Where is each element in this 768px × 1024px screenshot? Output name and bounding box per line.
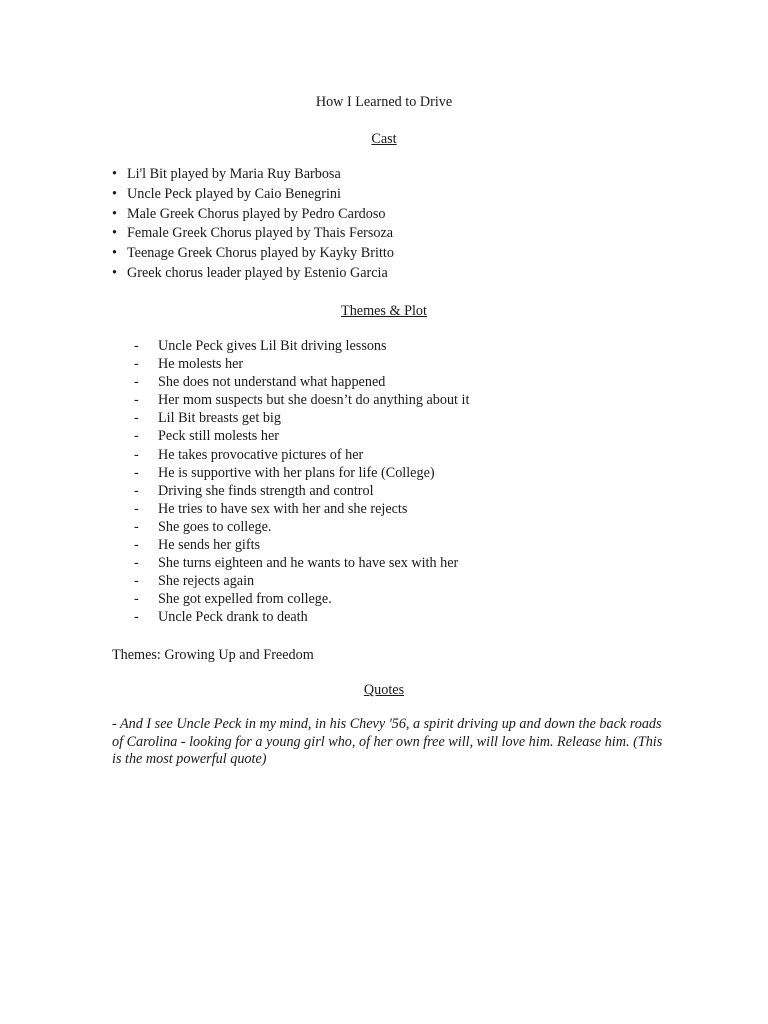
document-title: How I Learned to Drive bbox=[315, 94, 453, 110]
bullet-icon: • bbox=[112, 205, 117, 222]
plot-list-item bbox=[134, 409, 469, 427]
dash-icon: - bbox=[134, 609, 139, 626]
dash-icon: - bbox=[134, 446, 139, 463]
plot-list-item bbox=[134, 590, 469, 608]
plot-list-item bbox=[134, 482, 469, 500]
plot-point-text: Uncle Peck gives Lil Bit driving lessons bbox=[158, 338, 387, 354]
plot-list-item bbox=[134, 373, 469, 391]
quote-paragraph: - And I see Uncle Peck in my mind, in his Chevy '56, a spirit driving up and down the back roads of Carolina - looking for a young girl who, of her own free will, will love him. Release him. (This is the most powerful quote) bbox=[112, 716, 663, 767]
plot-point-text: She turns eighteen and he wants to have sex with her bbox=[158, 555, 459, 572]
cast-list-item bbox=[112, 185, 394, 205]
dash-icon: - bbox=[134, 482, 139, 499]
dash-icon: - bbox=[134, 518, 139, 535]
cast-list-item bbox=[112, 244, 394, 264]
plot-point-text: He sends her gifts bbox=[158, 537, 261, 554]
plot-point-text: She rejects again bbox=[158, 573, 255, 590]
plot-point-text: She got expelled from college. bbox=[158, 591, 332, 608]
bullet-icon: • bbox=[112, 264, 117, 281]
plot-list-item bbox=[134, 536, 469, 554]
dash-icon: - bbox=[134, 591, 139, 608]
plot-point-text: Driving she finds strength and control bbox=[158, 482, 374, 499]
plot-list-item bbox=[134, 518, 469, 536]
plot-point-text: Her mom suspects but she doesn’t do anything about it bbox=[158, 392, 470, 409]
plot-point-text: Lil Bit breasts get big bbox=[158, 410, 281, 427]
plot-list-item bbox=[134, 554, 469, 572]
dash-icon: - bbox=[134, 500, 139, 517]
plot-list bbox=[134, 337, 469, 627]
plot-list-item bbox=[134, 337, 469, 355]
plot-point-text: Peck still molests her bbox=[158, 428, 279, 445]
dash-icon: - bbox=[134, 573, 139, 590]
plot-list-item bbox=[134, 464, 469, 482]
dash-icon: - bbox=[134, 392, 139, 409]
dash-icon: - bbox=[134, 555, 139, 572]
cast-member-text: Uncle Peck played by Caio Benegrini bbox=[127, 185, 341, 202]
plot-point-text: He takes provocative pictures of her bbox=[158, 446, 364, 463]
cast-list-item bbox=[112, 205, 394, 225]
dash-icon: - bbox=[134, 428, 139, 445]
dash-icon: - bbox=[134, 537, 139, 554]
cast-list-item bbox=[112, 264, 394, 284]
plot-list-item bbox=[134, 355, 469, 373]
cast-member-text: Greek chorus leader played by Estenio Garcia bbox=[127, 264, 388, 281]
plot-list-item bbox=[134, 391, 469, 409]
dash-icon: - bbox=[134, 356, 139, 373]
plot-point-text: He is supportive with her plans for life (College) bbox=[158, 464, 435, 481]
plot-point-text: Uncle Peck drank to death bbox=[158, 609, 308, 626]
cast-member-text: Female Greek Chorus played by Thais Fersoza bbox=[127, 225, 394, 242]
quotes-heading: Quotes bbox=[363, 682, 405, 698]
dash-icon: - bbox=[134, 374, 139, 391]
bullet-icon: • bbox=[112, 225, 117, 242]
bullet-icon: • bbox=[112, 166, 117, 182]
cast-member-text: Li'l Bit played by Maria Ruy Barbosa bbox=[127, 166, 341, 182]
plot-point-text: She goes to college. bbox=[158, 518, 272, 535]
cast-member-text: Teenage Greek Chorus played by Kayky Britto bbox=[127, 245, 394, 262]
plot-list-item bbox=[134, 608, 469, 626]
dash-icon: - bbox=[134, 338, 139, 354]
bullet-icon: • bbox=[112, 185, 117, 202]
plot-list-item bbox=[134, 427, 469, 445]
plot-point-text: He tries to have sex with her and she rejects bbox=[158, 500, 408, 517]
cast-list bbox=[112, 165, 394, 284]
plot-list-item bbox=[134, 500, 469, 518]
dash-icon: - bbox=[134, 464, 139, 481]
plot-list-item bbox=[134, 572, 469, 590]
themes-plot-heading: Themes & Plot bbox=[341, 303, 427, 319]
cast-list-item bbox=[112, 165, 394, 185]
plot-point-text: He molests her bbox=[158, 356, 244, 373]
cast-heading: Cast bbox=[371, 131, 397, 147]
themes-line: Themes: Growing Up and Freedom bbox=[112, 647, 314, 663]
dash-icon: - bbox=[134, 410, 139, 427]
cast-list-item bbox=[112, 224, 394, 244]
bullet-icon: • bbox=[112, 245, 117, 262]
plot-list-item bbox=[134, 446, 469, 464]
plot-point-text: She does not understand what happened bbox=[158, 374, 386, 391]
cast-member-text: Male Greek Chorus played by Pedro Cardoso bbox=[127, 205, 386, 222]
